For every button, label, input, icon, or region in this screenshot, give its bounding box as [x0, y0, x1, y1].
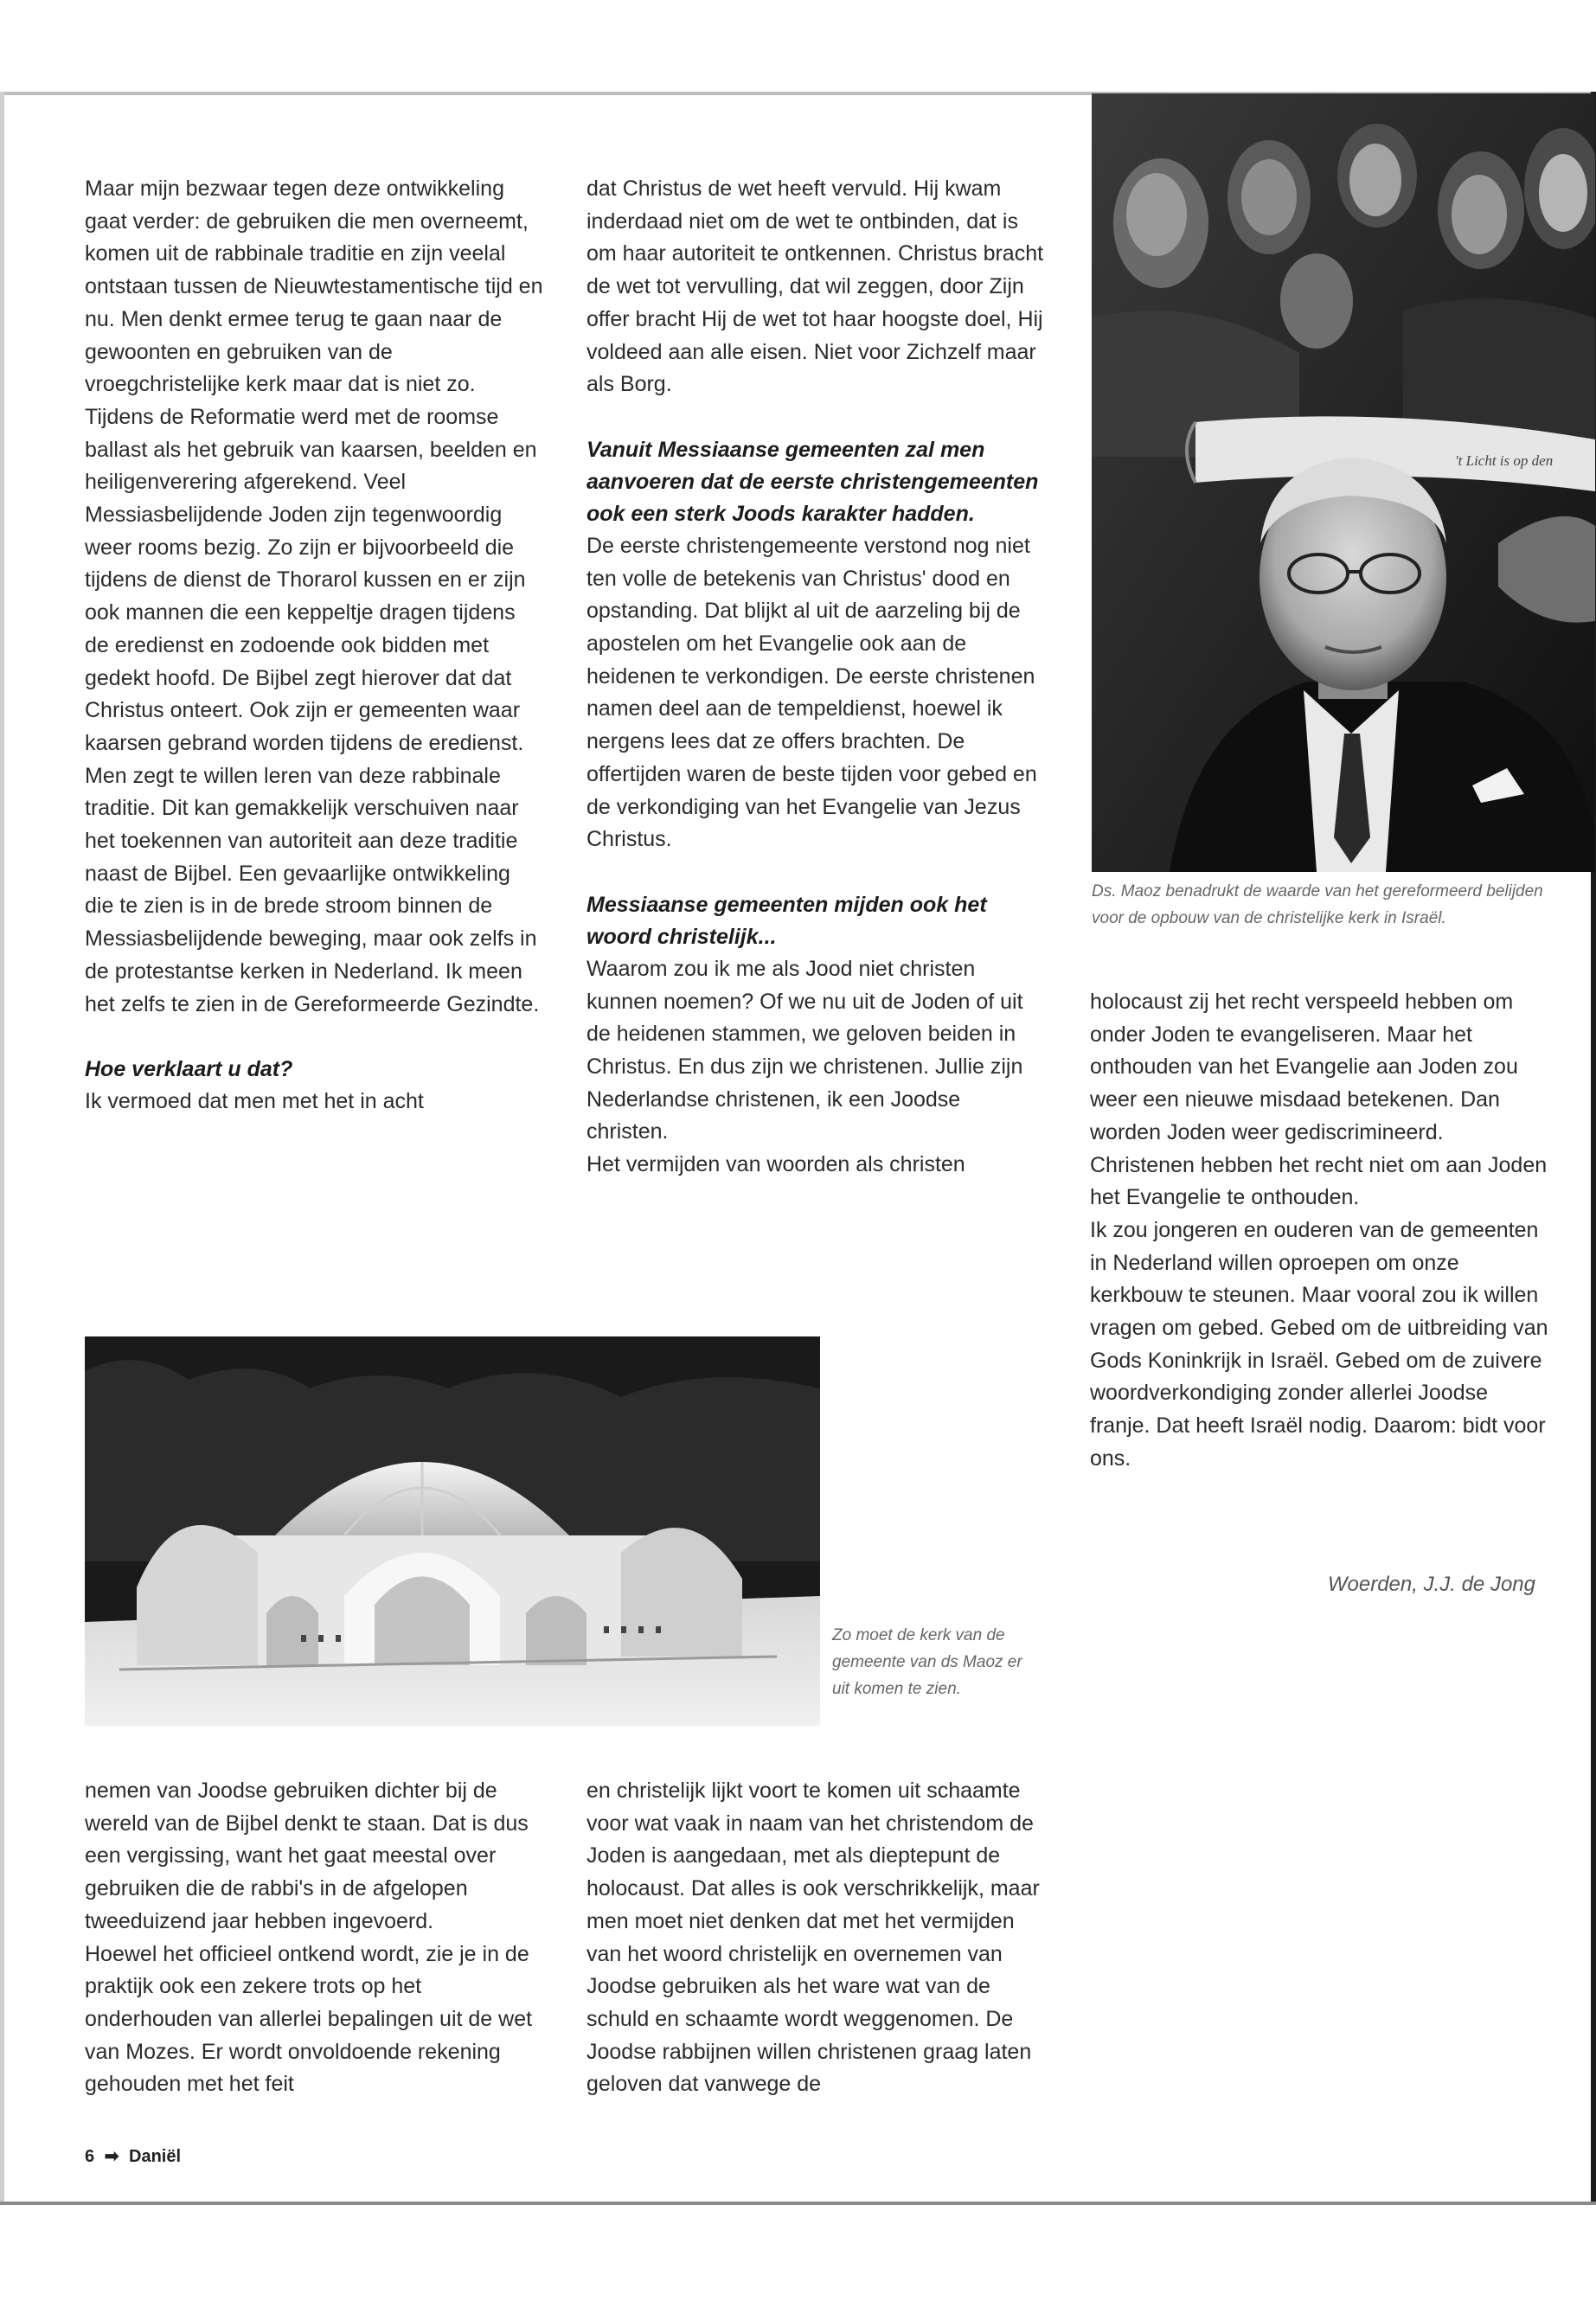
question-heading: Messiaanse gemeenten mijden ook het woord christelijk...: [586, 892, 987, 949]
paragraph: Het vermijden van woorden als christen: [586, 1152, 965, 1177]
paragraph: Hoewel het officieel ontkend wordt, zie je in de praktijk ook een zekere trots op het onderhouden van allerlei bepalingen uit de wet van Mozes. Er wordt onvoldoende rekening gehouden met het feit: [85, 1941, 533, 2097]
page-footer: [85, 2145, 181, 2167]
church-model-illustration: [85, 1336, 820, 1726]
paragraph: dat Christus de wet heeft vervuld. Hij kwam inderdaad niet om de wet te ontbinden, dat is om haar autoriteit te ontkennen. Christus bracht de wet tot vervulling, dat wil zeggen, door Zijn offer bracht Hij de wet tot haar hoogste doel, Hij voldeed aan alle eisen. Niet voor Zichzelf maar als Borg.: [586, 176, 1044, 397]
column-1-top: [85, 173, 543, 1118]
paragraph: Waarom zou ik me als Jood niet christen kunnen noemen? Of we nu uit de Joden of uit de heidenen stammen, we geloven beiden in Christus. En dus zijn we christenen. Jullie zijn Nederlandse christenen, ik een Joodse christen.: [586, 956, 1023, 1144]
column-3: [1090, 986, 1553, 1476]
column-1-bottom: [85, 1775, 543, 2101]
page-edge-left: [0, 92, 4, 2202]
paragraph: nemen van Joodse gebruiken dichter bij de wereld van de Bijbel denkt te staan. Dat is dus een vergissing, want het gaat meestal over gebruiken die de rabbi's in de afgelopen tweeduizend jaar hebben ingevoerd.: [85, 1779, 529, 1933]
arrow-icon: ➡: [104, 2147, 119, 2166]
church-caption: Zo moet de kerk van de gemeente van ds Maoz er uit komen te zien.: [832, 1626, 1022, 1698]
paragraph: Maar mijn bezwaar tegen deze ontwikkeling gaat verder: de gebruiken die men overneemt, komen uit de rabbinale traditie en zijn veelal ontstaan tussen de Nieuwtestamentische tijd en nu. Men denkt ermee terug te gaan naar de gewoonten en gebruiken van de vroegchristelijke kerk maar dat is niet zo. Tijdens de Reformatie werd met de roomse ballast als het gebruik van kaarsen, beelden en heiligenverering afgerekend. Veel Messiasbelijdende Joden zijn tegenwoordig weer rooms bezig. Zo zijn er bijvoorbeeld die tijdens de dienst de Thorarol kussen en er zijn ook mannen die een keppeltje dragen tijdens de eredienst en zodoende ook bidden met gedekt hoofd. De Bijbel zegt hierover dat dat Christus onteert. Ook zijn er gemeenten waar kaarsen gebrand worden tijdens de eredienst.: [85, 176, 543, 755]
paragraph: Ik zou jongeren en ouderen van de gemeenten in Nederland willen oproepen om onze kerkbouw te steunen. Maar vooral zou ik willen vragen om gebed. Gebed om de uitbreiding van Gods Koninkrijk in Israël. Gebed om de zuivere woordverkondiging zonder allerlei Joodse franje. Dat heeft Israël nodig. Daarom: bidt voor ons.: [1090, 1217, 1548, 1471]
magazine-name: Daniël: [129, 2147, 182, 2166]
author-signature: Woerden, J.J. de Jong: [1327, 1573, 1535, 1596]
portrait-caption: Ds. Maoz benadrukt de waarde van het gereformeerd belijden voor de opbouw van de christelijke kerk in Israël.: [1092, 882, 1543, 927]
column-2-bottom: [586, 1775, 1045, 2101]
paragraph: Men zegt te willen leren van deze rabbinale traditie. Dit kan gemakkelijk verschuiven naar het toekennen van autoriteit aan deze traditie naast de Bijbel. Een gevaarlijke ontwikkeling die te zien is in de brede stroom binnen de Messiasbelijdende beweging, maar ook zelfs in de protestantse kerken in Nederland. Ik meen het zelfs te zien in de Gereformeerde Gezindte.: [85, 763, 540, 1016]
question-heading: Hoe verklaart u dat?: [85, 1057, 293, 1082]
column-2-top: [586, 173, 1045, 1182]
banner-text: 't Licht is op den: [1455, 452, 1554, 469]
paragraph: en christelijk lijkt voort te komen uit schaamte voor wat vaak in naam van het christendom de Joden is aangedaan, met als dieptepunt de holocaust. Dat alles is ook verschrikkelijk, maar men moet niet denken dat met het vermijden van het woord christelijk en overnemen van Joodse gebruiken als het ware wat van de schuld en schaamte wordt weggenomen. De Joodse rabbijnen willen christenen graag laten geloven dat vanwege de: [586, 1779, 1040, 2097]
page-edge-bottom: [0, 2202, 1596, 2205]
paragraph: holocaust zij het recht verspeeld hebben om onder Joden te evangeliseren. Maar het onthouden van het Evangelie aan Joden zou weer een nieuwe misdaad betekenen. Dan worden Joden weer gediscrimineerd. Christenen hebben het recht niet om aan Joden het Evangelie te onthouden.: [1090, 990, 1548, 1210]
paragraph: Ik vermoed dat men met het in acht: [85, 1089, 424, 1114]
page-number: 6: [85, 2147, 95, 2166]
portrait-illustration: [1092, 93, 1595, 872]
paragraph: De eerste christengemeente verstond nog niet ten volle de betekenis van Christus' dood en opstanding. Dat blijkt al uit de aarzeling bij de apostelen om het Evangelie ook aan de heidenen te verkondigen. De eerste christenen namen deel aan de tempeldienst, hoewel ik nergens lees dat ze offers brachten. De offertijden waren de beste tijden voor gebed en de verkondiging van het Evangelie van Jezus Christus.: [586, 533, 1037, 852]
portrait-photo: [1092, 93, 1595, 872]
question-heading: Vanuit Messiaanse gemeenten zal men aanvoeren dat de eerste christengemeenten ook een sterk Joods karakter hadden.: [586, 437, 1039, 526]
church-model-photo: [85, 1336, 820, 1726]
